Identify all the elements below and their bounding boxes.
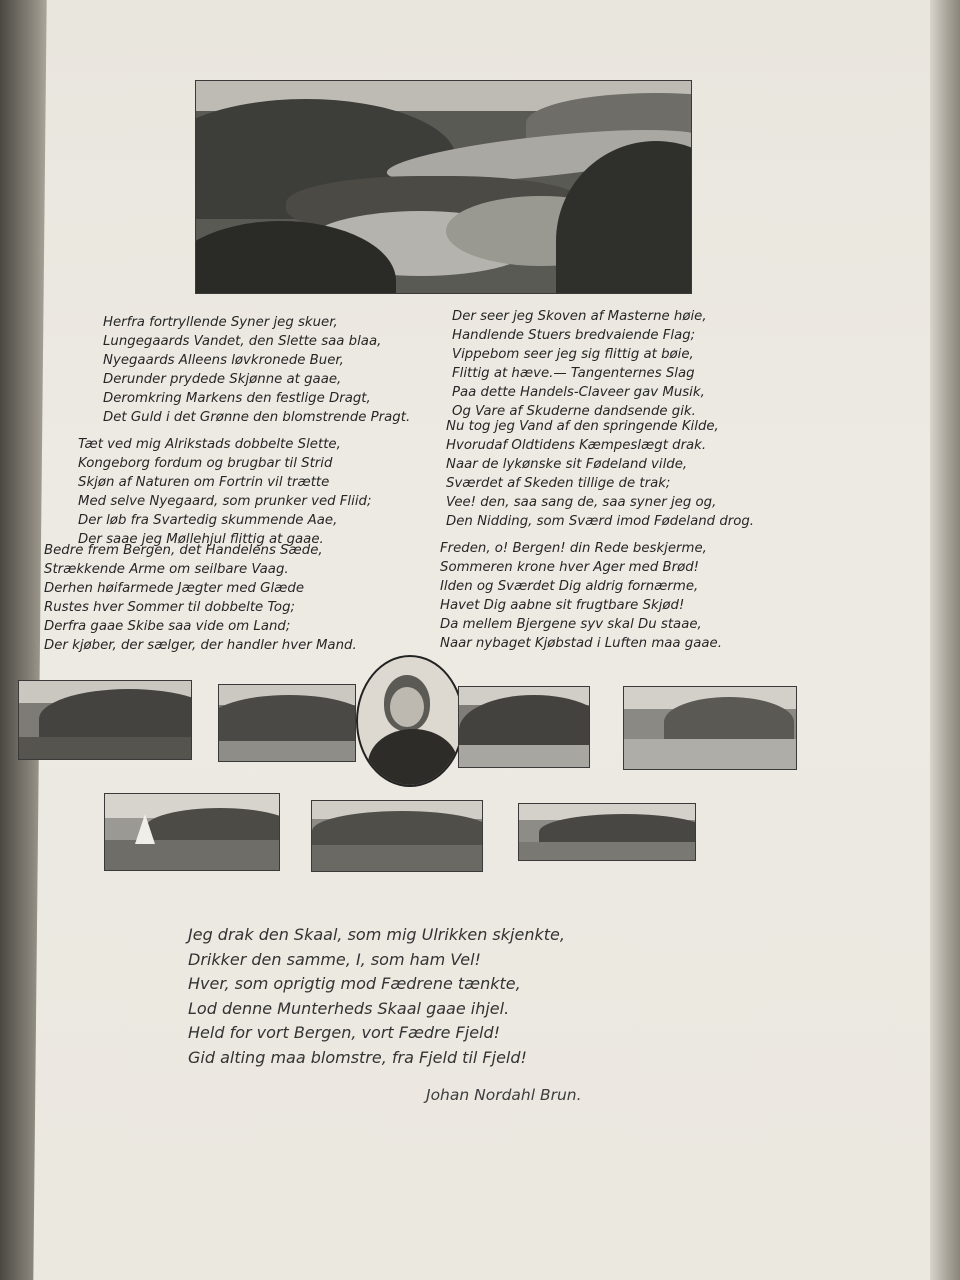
verse-line: Der kjøber, der sælger, der handler hver Mand. xyxy=(44,638,357,653)
sailing-photo xyxy=(104,793,280,871)
verse-line: Rustes hver Sommer til dobbelte Tog; xyxy=(44,600,295,615)
verse-line: Den Nidding, som Sværd imod Fødeland drog. xyxy=(446,514,755,529)
verse-left-1 xyxy=(103,313,410,427)
verse-line: Derhen høifarmede Jægter med Glæde xyxy=(44,581,305,596)
fjord-photo-1 xyxy=(311,800,483,872)
closing-stanza xyxy=(188,923,565,1070)
verse-line: Det Guld i det Grønne den blomstrende Pragt. xyxy=(103,410,411,425)
closing-line: Gid alting maa blomstre, fra Fjeld til Fjeld! xyxy=(188,1047,527,1067)
verse-line: Derfra gaae Skibe saa vide om Land; xyxy=(44,619,291,634)
fjord-photo-2 xyxy=(518,803,696,861)
verse-line: Sværdet af Skeden tillige de trak; xyxy=(446,476,671,491)
verse-line: Vippebom seer jeg sig flittig at bøie, xyxy=(452,347,694,362)
verse-line: Tæt ved mig Alrikstads dobbelte Slette, xyxy=(78,437,341,452)
author-signature: Johan Nordahl Brun. xyxy=(426,1086,582,1104)
harbor-photo-1 xyxy=(18,680,192,760)
verse-line: Hvorudaf Oldtidens Kæmpeslægt drak. xyxy=(446,438,707,453)
verse-line: Havet Dig aabne sit frugtbare Skjød! xyxy=(440,598,685,613)
verse-line: Der seer jeg Skoven af Masterne høie, xyxy=(452,309,707,324)
verse-line: Strækkende Arme om seilbare Vaag. xyxy=(44,562,289,577)
verse-left-2 xyxy=(78,435,371,549)
closing-line: Hver, som oprigtig mod Fædrene tænkte, xyxy=(188,974,521,993)
verse-line: Nyegaards Alleens løvkronede Buer, xyxy=(103,353,344,368)
verse-line: Freden, o! Bergen! din Rede beskjerme, xyxy=(440,541,707,556)
verse-line: Sommeren krone hver Ager med Brød! xyxy=(440,560,699,575)
harbor-photo-2 xyxy=(218,684,356,762)
harbor-photo-3 xyxy=(458,686,590,768)
verse-line: Deromkring Markens den festlige Dragt, xyxy=(103,391,371,406)
closing-line: Held for vort Bergen, vort Fædre Fjeld! xyxy=(188,1023,501,1042)
verse-line: Paa dette Handels-Claveer gav Musik, xyxy=(452,385,705,400)
closing-line: Jeg drak den Skaal, som mig Ulrikken skjenkte, xyxy=(188,925,565,944)
verse-line: Herfra fortryllende Syner jeg skuer, xyxy=(103,315,338,330)
verse-line: Med selve Nyegaard, som prunker ved Fliid; xyxy=(78,494,372,509)
verse-line: Derunder prydede Skjønne at gaae, xyxy=(103,372,342,387)
verse-left-3 xyxy=(44,541,357,655)
verse-line: Kongeborg fordum og brugbar til Strid xyxy=(78,456,333,471)
verse-line: Lungegaards Vandet, den Slette saa blaa, xyxy=(103,334,382,349)
closing-line: Lod denne Munterheds Skaal gaae ihjel. xyxy=(188,998,510,1018)
verse-line: Ilden og Sværdet Dig aldrig fornærme, xyxy=(440,579,699,594)
johan-nordahl-brun-portrait xyxy=(356,655,464,787)
verse-line: Der saae jeg Møllehjul flittig at gaae. xyxy=(78,532,324,547)
verse-line: Nu tog jeg Vand af den springende Kilde, xyxy=(446,419,719,434)
harbor-photo-4 xyxy=(623,686,797,770)
verse-line: Skjøn af Naturen om Fortrin vil trætte xyxy=(78,475,330,490)
verse-right-2 xyxy=(446,417,754,531)
verse-line: Bedre frem Bergen, det Handelens Sæde, xyxy=(44,543,323,558)
closing-line: Drikker den samme, I, som ham Vel! xyxy=(188,949,481,969)
verse-line: Naar de lykønske sit Fødeland vilde, xyxy=(446,457,688,472)
verse-line: Der løb fra Svartedig skummende Aae, xyxy=(78,513,338,528)
verse-line: Handlende Stuers bredvaiende Flag; xyxy=(452,328,696,343)
verse-right-1 xyxy=(452,307,707,421)
verse-line: Flittig at hæve.— Tangenternes Slag xyxy=(452,366,695,381)
page-edge xyxy=(930,0,960,1280)
verse-line: Naar nybaget Kjøbstad i Luften maa gaae. xyxy=(440,636,722,651)
verse-line: Vee! den, saa sang de, saa syner jeg og, xyxy=(446,495,717,510)
bergen-panorama-photo xyxy=(195,80,692,294)
verse-line: Og Vare af Skuderne dandsende gik. xyxy=(452,404,696,419)
verse-right-3 xyxy=(440,539,722,653)
verse-line: Da mellem Bjergene syv skal Du staae, xyxy=(440,617,702,632)
